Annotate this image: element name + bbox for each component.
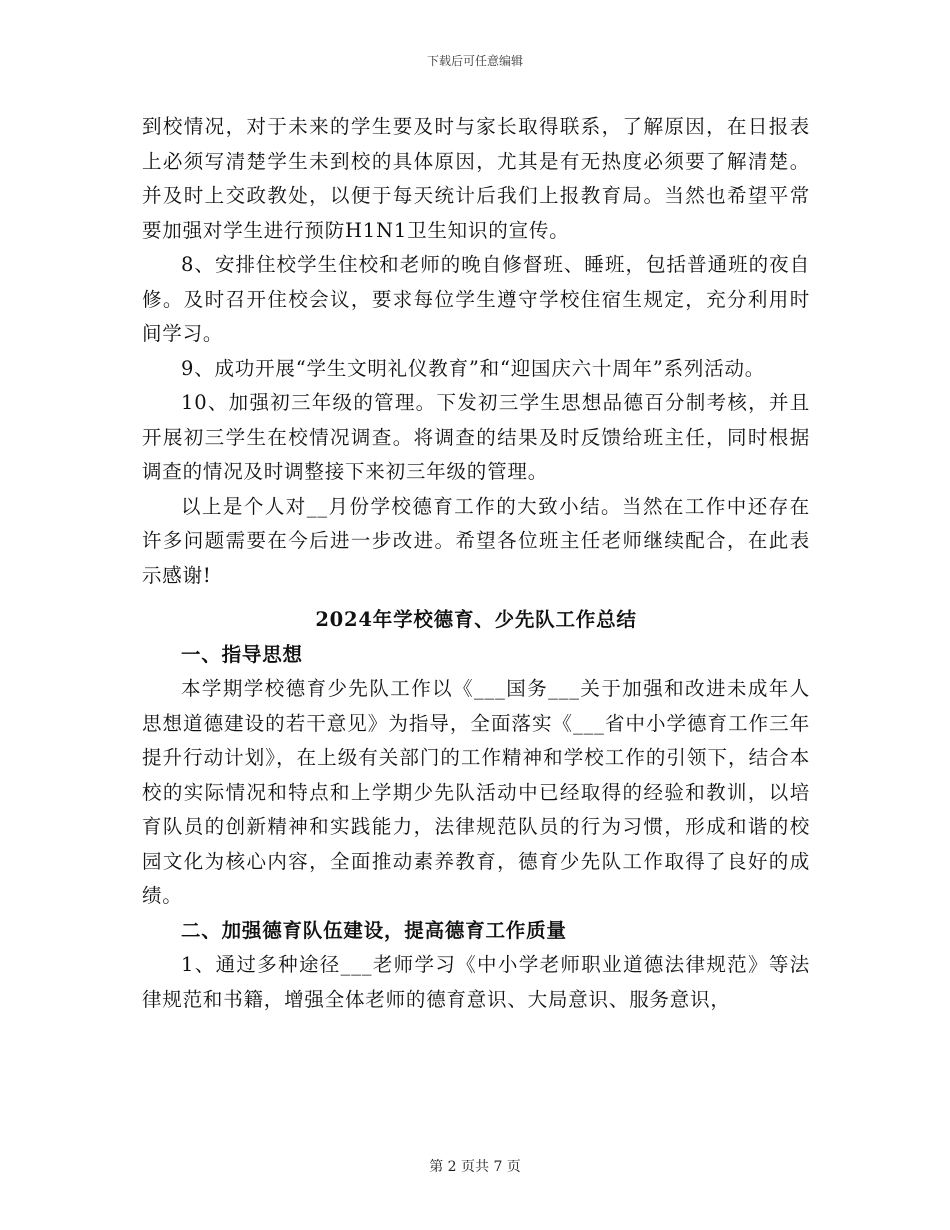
page-header: 下载后可任意编辑 <box>426 54 523 68</box>
heading-team-building: 二、加强德育队伍建设，提高德育工作质量 <box>181 918 567 942</box>
paragraph-4: 10、加强初三年级的管理。下发初三学生思想品德百分制考核，并且开展初三学生在校情况调查。将调查的结果及时反馈给班主任，同时根据调查的情况及时调整接下来初三年级的管理。 <box>142 391 810 483</box>
paragraph-1: 到校情况，对于未来的学生要及时与家长取得联系，了解原因，在日报表上必须写清楚学生未到校的具体原因，尤其是有无热度必须要了解清楚。并及时上交政教处，以便于每天统计后我们上报教育局。当然也希望平常要加强对学生进行预防H1N1卫生知识的宣传。 <box>142 115 810 242</box>
heading-guiding-ideology: 一、指导思想 <box>181 642 303 666</box>
document-body <box>142 110 810 1017</box>
paragraph-5: 以上是个人对__月份学校德育工作的大致小结。当然在工作中还存在许多问题需要在今后进一步改进。希望各位班主任老师继续配合，在此表示感谢! <box>142 494 810 587</box>
paragraph-guiding-ideology: 本学期学校德育少先队工作以《___国务___关于加强和改进未成年人思想道德建设的若干意见》为指导，全面落实《___省中小学德育工作三年提升行动计划》，在上级有关部门的工作精神和学校工作的引领下，结合本校的实际情况和特点和上学期少先队活动中已经取得的经验和教训，以培育队员的创新精神和实践能力，法律规范队员的行为习惯，形成和谐的校园文化为核心内容，全面推动素养教育，德育少先队工作取得了良好的成绩。 <box>142 677 810 907</box>
paragraph-2: 8、安排住校学生住校和老师的晚自修督班、睡班，包括普通班的夜自修。及时召开住校会议，要求每位学生遵守学校住宿生规定，充分利用时间学习。 <box>142 253 810 345</box>
section-title: 2024年学校德育、少先队工作总结 <box>315 608 637 631</box>
paragraph-3: 9、成功开展“学生文明礼仪教育”和“迎国庆六十周年”系列活动。 <box>181 356 766 380</box>
paragraph-team-building: 1、通过多种途径___老师学习《中小学老师职业道德法律规范》等法律规范和书籍，增强全体老师的德育意识、大局意识、服务意识， <box>142 953 810 1011</box>
page-footer: 第 2 页共 7 页 <box>429 1159 521 1175</box>
